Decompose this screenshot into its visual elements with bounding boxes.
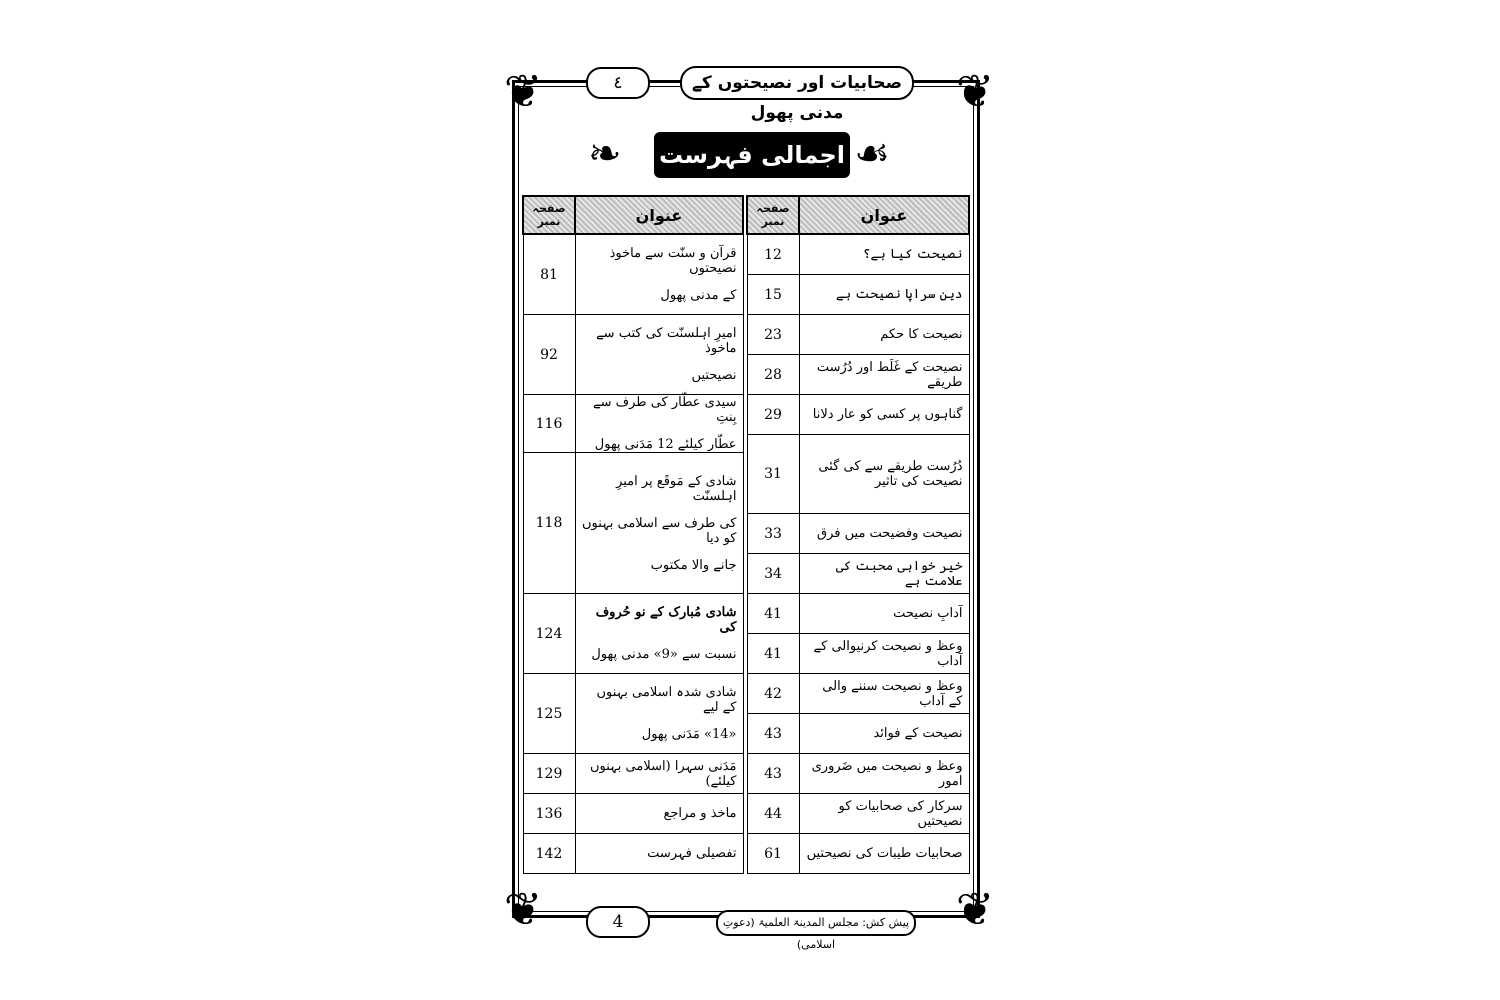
header-page-left: صفحہ نمبر — [523, 196, 575, 234]
right-page-cell: 61 — [747, 834, 799, 874]
right-title-cell: وعظ و نصیحت سننے والی کے آداب — [799, 674, 969, 714]
right-title-cell: نصیحت کے غَلَط اور دُرُست طریقے — [799, 355, 969, 395]
right-title-cell: وعظ و نصیحت کرنیوالی کے آداب — [799, 634, 969, 674]
left-title-cell: تفصیلی فہرست — [575, 834, 743, 874]
right-title-cell: سرکار کی صحابیات کو نصیحتیں — [799, 794, 969, 834]
right-page-cell: 15 — [747, 275, 799, 315]
left-title-cell: شادی کے مَوقَع پر امیرِ اہلسنّت کی طرف سے اسلامی بہنوں کو دیا جانے والا مکتوب — [575, 453, 743, 594]
page-number-bottom: 4 — [586, 906, 650, 938]
left-title-cell: شادی شدہ اسلامی بہنوں کے لیے «14» مَدَنی پھول — [575, 674, 743, 754]
book-page — [498, 62, 1000, 951]
right-title-cell: وعظ و نصیحت میں ضَروری امور — [799, 754, 969, 794]
banner-ornament-icon: ☙ — [854, 131, 890, 177]
right-title-cell: خیر خواہی محبت کی علامت ہے — [799, 554, 969, 594]
corner-ornament-icon: ❦ — [503, 882, 543, 936]
corner-ornament-icon: ❦ — [955, 882, 995, 936]
corner-ornament-icon: ❦ — [503, 64, 543, 118]
banner-ornament-icon: ❧ — [588, 131, 622, 177]
left-title-cell: شادی مُبارک کے نو حُروف کی نسبت سے «9» مدنی پھول — [575, 594, 743, 674]
left-page-cell: 124 — [523, 594, 575, 674]
left-title-cell: امیرِ اہلسنّت کی کتب سے ماخوذ نصیحتیں — [575, 315, 743, 395]
right-page-cell: 31 — [747, 435, 799, 514]
left-page-cell: 142 — [523, 834, 575, 874]
right-page-cell: 43 — [747, 714, 799, 754]
left-page-cell: 136 — [523, 794, 575, 834]
page-number-top: ٤ — [586, 67, 650, 99]
left-page-cell: 125 — [523, 674, 575, 754]
page-title: اجمالی فہرست — [654, 132, 850, 178]
header-page-right: صفحہ نمبر — [747, 196, 799, 234]
right-page-cell: 34 — [747, 554, 799, 594]
left-page-cell: 116 — [523, 395, 575, 453]
right-title-cell: نصیحت کیا ہے؟ — [799, 234, 969, 275]
right-page-cell: 44 — [747, 794, 799, 834]
left-page-cell: 81 — [523, 234, 575, 315]
right-page-cell: 12 — [747, 234, 799, 275]
right-page-cell: 41 — [747, 634, 799, 674]
corner-ornament-icon: ❦ — [955, 64, 995, 118]
right-page-cell: 33 — [747, 514, 799, 554]
right-page-cell: 29 — [747, 395, 799, 435]
right-title-cell: دُرُست طریقے سے کی گئی نصیحت کی تاثیر — [799, 435, 969, 514]
left-title-cell: مَدَنی سہرا (اسلامی بہنوں کیلئے) — [575, 754, 743, 794]
right-title-cell: گناہوں پر کسی کو عار دلانا — [799, 395, 969, 435]
right-title-cell: آدابِ نصیحت — [799, 594, 969, 634]
publisher-footer: پیش کش: مجلس المدینۃ العلمیۃ (دعوتِ اسلامی) — [716, 910, 916, 936]
right-title-cell: دین سراپا نصیحت ہے — [799, 275, 969, 315]
right-title-cell: نصیحت کے فوائد — [799, 714, 969, 754]
right-page-cell: 23 — [747, 315, 799, 355]
header-title-right: عنوان — [799, 196, 969, 234]
left-title-cell: سیدی عطّار کی طرف سے بِنتِ عطّار کیلئے 12 مَدَنی پھول — [575, 395, 743, 453]
left-title-cell: قرآن و سنّت سے ماخوذ نصیحتوں کے مدنی پھول — [575, 234, 743, 315]
header-title-left: عنوان — [575, 196, 743, 234]
right-title-cell: صحابیات طیبات کی نصیحتیں — [799, 834, 969, 874]
running-header: صحابیات اور نصیحتوں کے مدنی پھول — [680, 66, 914, 100]
left-page-cell: 129 — [523, 754, 575, 794]
right-page-cell: 28 — [747, 355, 799, 395]
left-page-cell: 92 — [523, 315, 575, 395]
left-page-cell: 118 — [523, 453, 575, 594]
right-page-cell: 41 — [747, 594, 799, 634]
left-title-cell: ماخذ و مراجع — [575, 794, 743, 834]
right-page-cell: 42 — [747, 674, 799, 714]
right-title-cell: نصیحت وفضیحت میں فرق — [799, 514, 969, 554]
right-page-cell: 43 — [747, 754, 799, 794]
right-title-cell: نصیحت کا حکم — [799, 315, 969, 355]
contents-table — [522, 195, 970, 874]
